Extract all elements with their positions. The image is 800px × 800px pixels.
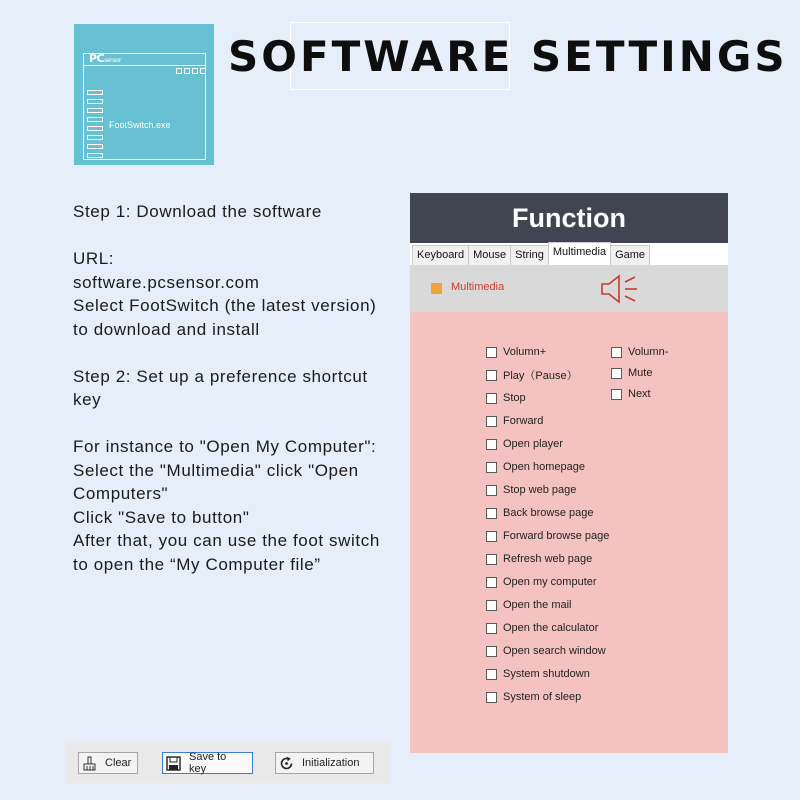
broom-icon: [82, 756, 97, 771]
checkbox[interactable]: [486, 462, 497, 473]
bottom-toolbar: [66, 741, 390, 783]
software-thumbnail: [74, 24, 214, 165]
checkbox[interactable]: [486, 347, 497, 358]
option-mute[interactable]: Mute: [611, 364, 668, 382]
thumbnail-exe-label: FootSwitch.exe: [109, 120, 171, 130]
initialization-button[interactable]: Initialization: [275, 752, 374, 774]
save-to-key-button[interactable]: Save to key: [162, 752, 253, 774]
tab-multimedia[interactable]: Multimedia: [548, 242, 611, 265]
option-next[interactable]: Next: [611, 385, 668, 403]
multimedia-options-column-1: [486, 343, 609, 706]
checkbox[interactable]: [486, 577, 497, 588]
tab-game[interactable]: Game: [610, 245, 650, 265]
checkbox[interactable]: [486, 554, 497, 565]
option-volume-up[interactable]: Volumn+: [486, 343, 609, 361]
option-open-my-computer[interactable]: Open my computer: [486, 573, 609, 591]
thumbnail-sidebar: [87, 90, 103, 158]
step-2-text: Step 2: Set up a preference shortcut key: [73, 366, 368, 409]
option-stop-web-page[interactable]: Stop web page: [486, 481, 609, 499]
instructions-text: [73, 200, 393, 576]
thumbnail-title-bar: [83, 65, 206, 66]
option-system-of-sleep[interactable]: System of sleep: [486, 688, 609, 706]
tab-mouse[interactable]: Mouse: [468, 245, 511, 265]
checkbox[interactable]: [611, 389, 622, 400]
checkbox[interactable]: [486, 370, 497, 381]
option-volume-down[interactable]: Volumn-: [611, 343, 668, 361]
function-panel: [410, 193, 728, 753]
checkbox[interactable]: [486, 646, 497, 657]
pcsensor-logo: PCsensor: [89, 52, 122, 65]
refresh-icon: [279, 756, 294, 771]
checkbox[interactable]: [611, 368, 622, 379]
multimedia-label: Multimedia: [451, 281, 505, 293]
multimedia-color-marker: [431, 283, 442, 294]
checkbox[interactable]: [486, 439, 497, 450]
option-forward[interactable]: Forward: [486, 412, 609, 430]
option-refresh-web-page[interactable]: Refresh web page: [486, 550, 609, 568]
option-open-player[interactable]: Open player: [486, 435, 609, 453]
option-play-pause[interactable]: Play（Pause）: [486, 366, 609, 384]
option-forward-browse-page[interactable]: Forward browse page: [486, 527, 609, 545]
checkbox[interactable]: [486, 485, 497, 496]
checkbox[interactable]: [486, 416, 497, 427]
thumbnail-window-controls: [176, 68, 206, 74]
function-header: Function: [410, 193, 728, 243]
checkbox[interactable]: [486, 531, 497, 542]
save-icon: [166, 756, 181, 771]
option-open-the-mail[interactable]: Open the mail: [486, 596, 609, 614]
example-text: For instance to "Open My Computer": Select the "Multimedia" click "Open Computers" Click "Save to button" After that, you can use the foot switch to open the “My Computer file”: [73, 437, 380, 574]
option-stop[interactable]: Stop: [486, 389, 609, 407]
checkbox[interactable]: [486, 600, 497, 611]
page-title: SOFTWARE SETTINGS: [228, 32, 788, 81]
checkbox[interactable]: [486, 623, 497, 634]
speaker-icon: [598, 273, 642, 305]
option-back-browse-page[interactable]: Back browse page: [486, 504, 609, 522]
url-text: URL: software.pcsensor.com Select FootSwitch (the latest version) to download and install: [73, 249, 377, 339]
option-open-homepage[interactable]: Open homepage: [486, 458, 609, 476]
checkbox[interactable]: [611, 347, 622, 358]
step-1-text: Step 1: Download the software: [73, 202, 322, 221]
function-tabs: [410, 243, 728, 265]
checkbox[interactable]: [486, 669, 497, 680]
tab-keyboard[interactable]: Keyboard: [412, 245, 469, 265]
checkbox[interactable]: [486, 692, 497, 703]
tab-string[interactable]: String: [510, 245, 549, 265]
clear-button[interactable]: Clear: [78, 752, 138, 774]
multimedia-options-column-2: [611, 343, 668, 403]
option-open-search-window[interactable]: Open search window: [486, 642, 609, 660]
option-open-the-calculator[interactable]: Open the calculator: [486, 619, 609, 637]
checkbox[interactable]: [486, 508, 497, 519]
option-system-shutdown[interactable]: System shutdown: [486, 665, 609, 683]
checkbox[interactable]: [486, 393, 497, 404]
multimedia-section-header: [410, 265, 728, 312]
